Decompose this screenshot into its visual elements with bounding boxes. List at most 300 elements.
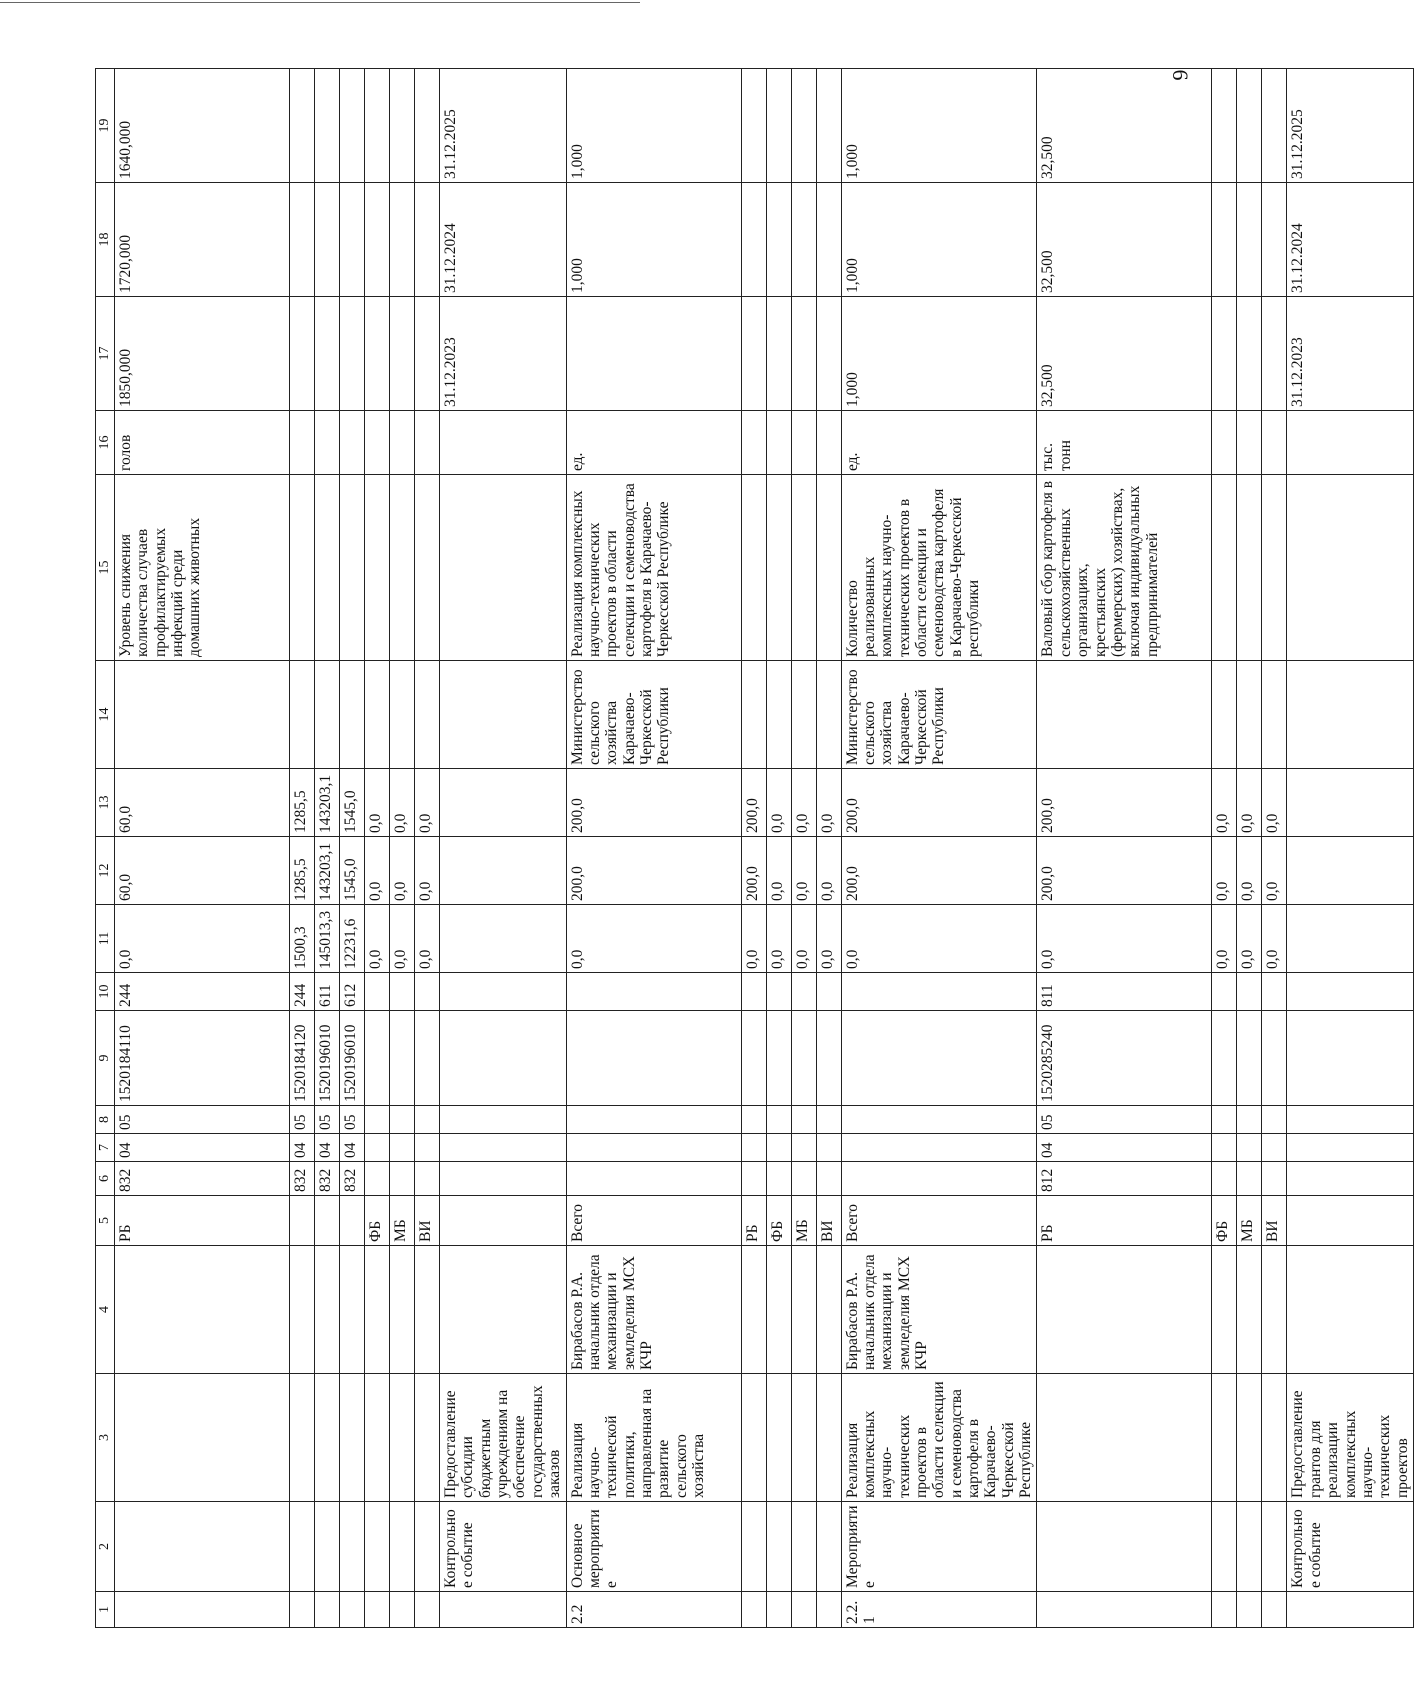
table-cell: 31.12.2023	[440, 297, 567, 411]
table-cell: 1545,0	[340, 769, 365, 837]
table-cell: 1285,5	[290, 837, 315, 905]
table-row	[340, 69, 365, 1628]
table-cell	[1237, 661, 1262, 769]
table-cell	[766, 973, 791, 1011]
table-cell	[1037, 1592, 1212, 1628]
table-cell	[365, 973, 390, 1011]
table-cell	[841, 973, 1037, 1011]
table-cell: ВИ	[816, 1196, 841, 1246]
table-cell: 05	[115, 1106, 290, 1134]
table-cell	[440, 1162, 567, 1196]
table-cell	[766, 475, 791, 661]
table-cell	[741, 475, 766, 661]
table-row	[365, 69, 390, 1628]
table-cell	[816, 1134, 841, 1162]
table-row	[415, 69, 440, 1628]
table-cell: ВИ	[1262, 1196, 1287, 1246]
table-cell	[1262, 973, 1287, 1011]
table-cell: 04	[1037, 1134, 1212, 1162]
table-cell	[390, 297, 415, 411]
table-cell	[766, 1246, 791, 1374]
table-cell: 0,0	[1237, 769, 1262, 837]
table-cell: 31.12.2024	[440, 183, 567, 297]
header-cell: 1	[96, 1592, 115, 1628]
table-cell	[415, 1162, 440, 1196]
table-row	[741, 69, 766, 1628]
table-cell	[315, 183, 340, 297]
table-cell	[440, 411, 567, 475]
table-cell	[315, 69, 340, 183]
table-cell: Министерство сельского хозяйства Карачаево-Черкесской Республики	[841, 661, 1037, 769]
table-cell	[365, 1106, 390, 1134]
table-cell: 811	[1037, 973, 1212, 1011]
table-cell	[315, 475, 340, 661]
table-cell	[816, 183, 841, 297]
table-cell	[290, 1246, 315, 1374]
table-cell: 200,0	[1037, 837, 1212, 905]
table-cell	[390, 69, 415, 183]
table-cell: 31.12.2024	[1287, 183, 1414, 297]
table-cell	[290, 661, 315, 769]
table-cell	[741, 1592, 766, 1628]
table-cell	[1212, 973, 1237, 1011]
table-cell	[741, 297, 766, 411]
table-cell	[1287, 769, 1414, 837]
table-cell	[741, 1162, 766, 1196]
table-cell	[791, 1502, 816, 1592]
table-cell	[766, 1134, 791, 1162]
header-cell: 6	[96, 1162, 115, 1196]
table-cell	[1237, 1011, 1262, 1106]
table-cell	[340, 297, 365, 411]
table-cell: 05	[340, 1106, 365, 1134]
table-cell	[1262, 183, 1287, 297]
table-cell	[566, 297, 741, 411]
table-cell: 05	[315, 1106, 340, 1134]
table-cell: МБ	[1237, 1196, 1262, 1246]
page-number: 6	[1168, 69, 1193, 81]
table-row	[816, 69, 841, 1628]
header-cell: 18	[96, 183, 115, 297]
header-cell: 17	[96, 297, 115, 411]
table-cell	[390, 661, 415, 769]
table-cell: МБ	[390, 1196, 415, 1246]
table-cell	[741, 973, 766, 1011]
table-cell	[791, 411, 816, 475]
table-cell	[1237, 1502, 1262, 1592]
table-cell	[1262, 411, 1287, 475]
table-cell	[290, 69, 315, 183]
header-cell: 2	[96, 1502, 115, 1592]
table-cell	[365, 1374, 390, 1502]
table-cell: 832	[315, 1162, 340, 1196]
table-cell: 0,0	[791, 837, 816, 905]
table-cell	[1262, 297, 1287, 411]
table-cell	[440, 1592, 567, 1628]
table-cell	[1212, 297, 1237, 411]
table-cell	[1262, 475, 1287, 661]
header-cell: 4	[96, 1246, 115, 1374]
table-cell	[1262, 1246, 1287, 1374]
table-cell	[115, 1502, 290, 1592]
table-cell	[115, 661, 290, 769]
table-cell	[390, 1246, 415, 1374]
table-cell	[415, 183, 440, 297]
table-cell	[1212, 1374, 1237, 1502]
table-cell: Уровень снижения количества случаев профилактируемых инфекций среди домашних животных	[115, 475, 290, 661]
table-cell	[315, 1246, 340, 1374]
table-cell: Бирабасов Р.А. начальник отдела механизации и земледелия МСХ КЧР	[841, 1246, 1037, 1374]
table-cell: Реализация комплексных научно-технических проектов в области селекции и семеноводства картофеля в Карачаево-Черкесской Республике	[841, 1374, 1037, 1502]
table-cell: 0,0	[791, 905, 816, 973]
table-cell: 1545,0	[340, 837, 365, 905]
table-cell	[816, 297, 841, 411]
table-cell	[1287, 661, 1414, 769]
table-cell: 05	[290, 1106, 315, 1134]
table-cell	[1237, 1592, 1262, 1628]
table-cell: 0,0	[816, 837, 841, 905]
table-cell: 0,0	[390, 905, 415, 973]
table-cell	[1262, 661, 1287, 769]
header-row	[96, 69, 115, 1628]
table-cell: 0,0	[841, 905, 1037, 973]
table-cell	[415, 1246, 440, 1374]
table-cell	[390, 475, 415, 661]
table-cell: Количество реализованных комплексных научно-технических проектов в области селекции и семеноводства картофеля в Карачаево-Черкесской республики	[841, 475, 1037, 661]
table-cell	[1212, 1592, 1237, 1628]
table-cell	[415, 411, 440, 475]
table-cell	[791, 1162, 816, 1196]
table-cell: 143203,1	[315, 837, 340, 905]
table-cell	[766, 1374, 791, 1502]
table-cell	[365, 411, 390, 475]
table-row	[1262, 69, 1287, 1628]
table-cell	[340, 1196, 365, 1246]
table-cell: РБ	[741, 1196, 766, 1246]
table-cell: 0,0	[1212, 837, 1237, 905]
table-cell	[1037, 1502, 1212, 1592]
table-cell	[741, 1106, 766, 1134]
table-cell: 0,0	[1262, 905, 1287, 973]
table-cell	[390, 183, 415, 297]
table-cell: Валовый сбор картофеля в сельскохозяйственных организациях, крестьянских (фермерских) хозяйствах, включая индивидуальных предпринимателей	[1037, 475, 1212, 661]
table-cell	[791, 475, 816, 661]
table-cell: 31.12.2023	[1287, 297, 1414, 411]
table-cell: Мероприятие	[841, 1502, 1037, 1592]
table-cell: ФБ	[1212, 1196, 1237, 1246]
table-cell	[115, 1246, 290, 1374]
table-cell	[741, 183, 766, 297]
table-cell: ВИ	[415, 1196, 440, 1246]
table-cell: ед.	[566, 411, 741, 475]
table-cell	[365, 475, 390, 661]
table-cell	[390, 1011, 415, 1106]
table-cell	[440, 905, 567, 973]
table-cell	[1287, 1134, 1414, 1162]
table-cell	[1237, 69, 1262, 183]
table-cell	[440, 1011, 567, 1106]
table-cell: 31.12.2025	[440, 69, 567, 183]
table-cell	[440, 1106, 567, 1134]
table-cell	[1287, 1196, 1414, 1246]
table-cell	[766, 297, 791, 411]
table-cell	[791, 1011, 816, 1106]
table-cell: Предоставление субсидии бюджетным учреждениям на обеспечение государственных заказов	[440, 1374, 567, 1502]
table-cell	[315, 1374, 340, 1502]
table-cell	[340, 1246, 365, 1374]
table-cell	[390, 411, 415, 475]
header-cell: 5	[96, 1196, 115, 1246]
table-cell	[290, 1502, 315, 1592]
table-cell	[766, 411, 791, 475]
table-cell: 12231,6	[340, 905, 365, 973]
table-cell	[315, 1502, 340, 1592]
header-cell: 7	[96, 1134, 115, 1162]
table-cell: Бирабасов Р.А. начальник отдела механизации и земледелия МСХ КЧР	[566, 1246, 741, 1374]
table-cell: 0,0	[1237, 905, 1262, 973]
table-cell	[791, 1246, 816, 1374]
table-cell: РБ	[115, 1196, 290, 1246]
table-cell: Реализация научно-технической политики, направленная на развитие сельского хозяйства	[566, 1374, 741, 1502]
table-cell	[290, 1592, 315, 1628]
table-cell	[340, 475, 365, 661]
table-cell: 200,0	[841, 769, 1037, 837]
table-cell	[766, 1592, 791, 1628]
table-cell: тыс. тонн	[1037, 411, 1212, 475]
table-cell	[440, 1246, 567, 1374]
table-cell: 0,0	[1262, 837, 1287, 905]
header-cell: 10	[96, 973, 115, 1011]
table-cell	[365, 1592, 390, 1628]
table-cell	[566, 973, 741, 1011]
table-row	[115, 69, 290, 1628]
table-cell: 1520184110	[115, 1011, 290, 1106]
table-cell: 0,0	[766, 769, 791, 837]
table-cell	[1212, 1246, 1237, 1374]
header-cell: 16	[96, 411, 115, 475]
table-cell	[791, 183, 816, 297]
table-cell: 143203,1	[315, 769, 340, 837]
table-cell	[315, 661, 340, 769]
table-cell	[1287, 905, 1414, 973]
table-cell	[1237, 411, 1262, 475]
table-cell	[340, 1592, 365, 1628]
table-cell: 200,0	[566, 837, 741, 905]
table-cell	[1212, 1106, 1237, 1134]
table-cell: 1500,3	[290, 905, 315, 973]
table-cell: 1520196010	[340, 1011, 365, 1106]
table-cell	[566, 1106, 741, 1134]
table-cell	[1237, 1246, 1262, 1374]
table-cell	[365, 1502, 390, 1592]
table-cell	[1287, 475, 1414, 661]
table-cell	[290, 1374, 315, 1502]
table-cell: 1520184120	[290, 1011, 315, 1106]
header-cell: 12	[96, 837, 115, 905]
table-cell	[1212, 475, 1237, 661]
table-cell: 32,500	[1037, 297, 1212, 411]
table-cell: 0,0	[741, 905, 766, 973]
table-cell	[340, 1374, 365, 1502]
table-cell: 0,0	[365, 769, 390, 837]
table-cell: 611	[315, 973, 340, 1011]
table-cell	[1212, 1162, 1237, 1196]
table-cell	[1237, 1162, 1262, 1196]
table-cell: ФБ	[365, 1196, 390, 1246]
table-cell: 832	[115, 1162, 290, 1196]
table-row	[315, 69, 340, 1628]
table-cell	[440, 837, 567, 905]
table-cell	[390, 973, 415, 1011]
table-cell	[440, 475, 567, 661]
table-cell	[1287, 973, 1414, 1011]
table-cell	[816, 973, 841, 1011]
table-cell	[766, 1502, 791, 1592]
table-cell	[290, 297, 315, 411]
table-cell: 32,500	[1037, 183, 1212, 297]
table-cell	[1037, 1246, 1212, 1374]
table-cell: 0,0	[365, 837, 390, 905]
table-cell	[365, 297, 390, 411]
header-cell: 3	[96, 1374, 115, 1502]
table-cell: 04	[315, 1134, 340, 1162]
table-cell	[791, 661, 816, 769]
table-cell	[1212, 1011, 1237, 1106]
table-cell	[1287, 1592, 1414, 1628]
table-row	[1237, 69, 1262, 1628]
table-cell	[741, 1134, 766, 1162]
table-cell: 04	[115, 1134, 290, 1162]
table-cell	[365, 1162, 390, 1196]
table-cell	[365, 1246, 390, 1374]
table-cell: 200,0	[841, 837, 1037, 905]
table-row	[440, 69, 567, 1628]
table-cell	[1237, 183, 1262, 297]
table-cell	[315, 1592, 340, 1628]
table-cell	[766, 69, 791, 183]
table-cell: 244	[115, 973, 290, 1011]
table-cell	[1287, 1106, 1414, 1134]
table-cell	[1212, 661, 1237, 769]
table-cell: 04	[340, 1134, 365, 1162]
table-cell: 1640,000	[115, 69, 290, 183]
table-cell: 0,0	[1262, 769, 1287, 837]
table-row	[791, 69, 816, 1628]
table-cell	[1237, 973, 1262, 1011]
table-row	[1037, 69, 1212, 1628]
table-cell	[415, 1592, 440, 1628]
header-cell: 15	[96, 475, 115, 661]
table-cell: 0,0	[365, 905, 390, 973]
table-cell: 200,0	[1037, 769, 1212, 837]
table-cell	[1212, 411, 1237, 475]
header-cell: 8	[96, 1106, 115, 1134]
table-cell: 0,0	[390, 837, 415, 905]
table-cell	[1287, 837, 1414, 905]
table-cell	[415, 297, 440, 411]
table-cell: 200,0	[741, 837, 766, 905]
table-cell	[1287, 1162, 1414, 1196]
table-cell	[1237, 1106, 1262, 1134]
table-cell	[1262, 1162, 1287, 1196]
table-cell	[390, 1162, 415, 1196]
table-cell	[415, 475, 440, 661]
table-cell	[791, 297, 816, 411]
table-cell	[816, 1106, 841, 1134]
table-cell	[365, 1134, 390, 1162]
table-cell	[766, 661, 791, 769]
table-row	[390, 69, 415, 1628]
table-cell	[791, 69, 816, 183]
table-cell: РБ	[1037, 1196, 1212, 1246]
table-cell: 812	[1037, 1162, 1212, 1196]
rotated-page	[95, 68, 1411, 1628]
table-cell	[816, 1011, 841, 1106]
top-rule	[0, 2, 640, 3]
table-cell	[415, 1106, 440, 1134]
table-cell	[415, 661, 440, 769]
table-cell: 832	[340, 1162, 365, 1196]
table-cell: 0,0	[415, 837, 440, 905]
table-cell	[440, 973, 567, 1011]
table-cell	[1212, 183, 1237, 297]
table-cell: 0,0	[415, 905, 440, 973]
table-cell	[791, 1374, 816, 1502]
table-cell: 0,0	[566, 905, 741, 973]
table-cell: 60,0	[115, 769, 290, 837]
table-cell: 0,0	[390, 769, 415, 837]
table-cell	[1212, 1502, 1237, 1592]
table-cell	[1287, 1011, 1414, 1106]
table-cell	[290, 1196, 315, 1246]
table-cell	[816, 1502, 841, 1592]
table-cell	[290, 475, 315, 661]
table-cell	[340, 411, 365, 475]
table-cell	[841, 1011, 1037, 1106]
table-cell: Министерство сельского хозяйства Карачаево-Черкесской Республики	[566, 661, 741, 769]
table-cell	[1262, 69, 1287, 183]
table-cell: Предоставление грантов для реализации комплексных научно-технических проектов	[1287, 1374, 1414, 1502]
table-cell	[1262, 1011, 1287, 1106]
table-cell	[566, 1011, 741, 1106]
table-cell	[766, 1106, 791, 1134]
table-cell: 1,000	[841, 183, 1037, 297]
table-cell: 05	[1037, 1106, 1212, 1134]
table-row	[841, 69, 1037, 1628]
table-cell: 1,000	[566, 183, 741, 297]
table-cell	[340, 661, 365, 769]
table-cell	[791, 1106, 816, 1134]
table-cell	[1262, 1592, 1287, 1628]
table-cell	[390, 1374, 415, 1502]
table-cell: Основное мероприятие	[566, 1502, 741, 1592]
table-cell: 0,0	[766, 905, 791, 973]
table-cell	[390, 1134, 415, 1162]
table-cell	[1237, 297, 1262, 411]
table-cell	[1037, 661, 1212, 769]
table-cell	[440, 1196, 567, 1246]
table-cell	[390, 1106, 415, 1134]
table-cell	[841, 1162, 1037, 1196]
header-cell: 9	[96, 1011, 115, 1106]
table-row	[1287, 69, 1414, 1628]
table-cell	[315, 297, 340, 411]
table-cell: 0,0	[816, 905, 841, 973]
table-cell	[791, 973, 816, 1011]
table-cell: 31.12.2025	[1287, 69, 1414, 183]
table-cell	[290, 411, 315, 475]
table-cell	[1287, 411, 1414, 475]
